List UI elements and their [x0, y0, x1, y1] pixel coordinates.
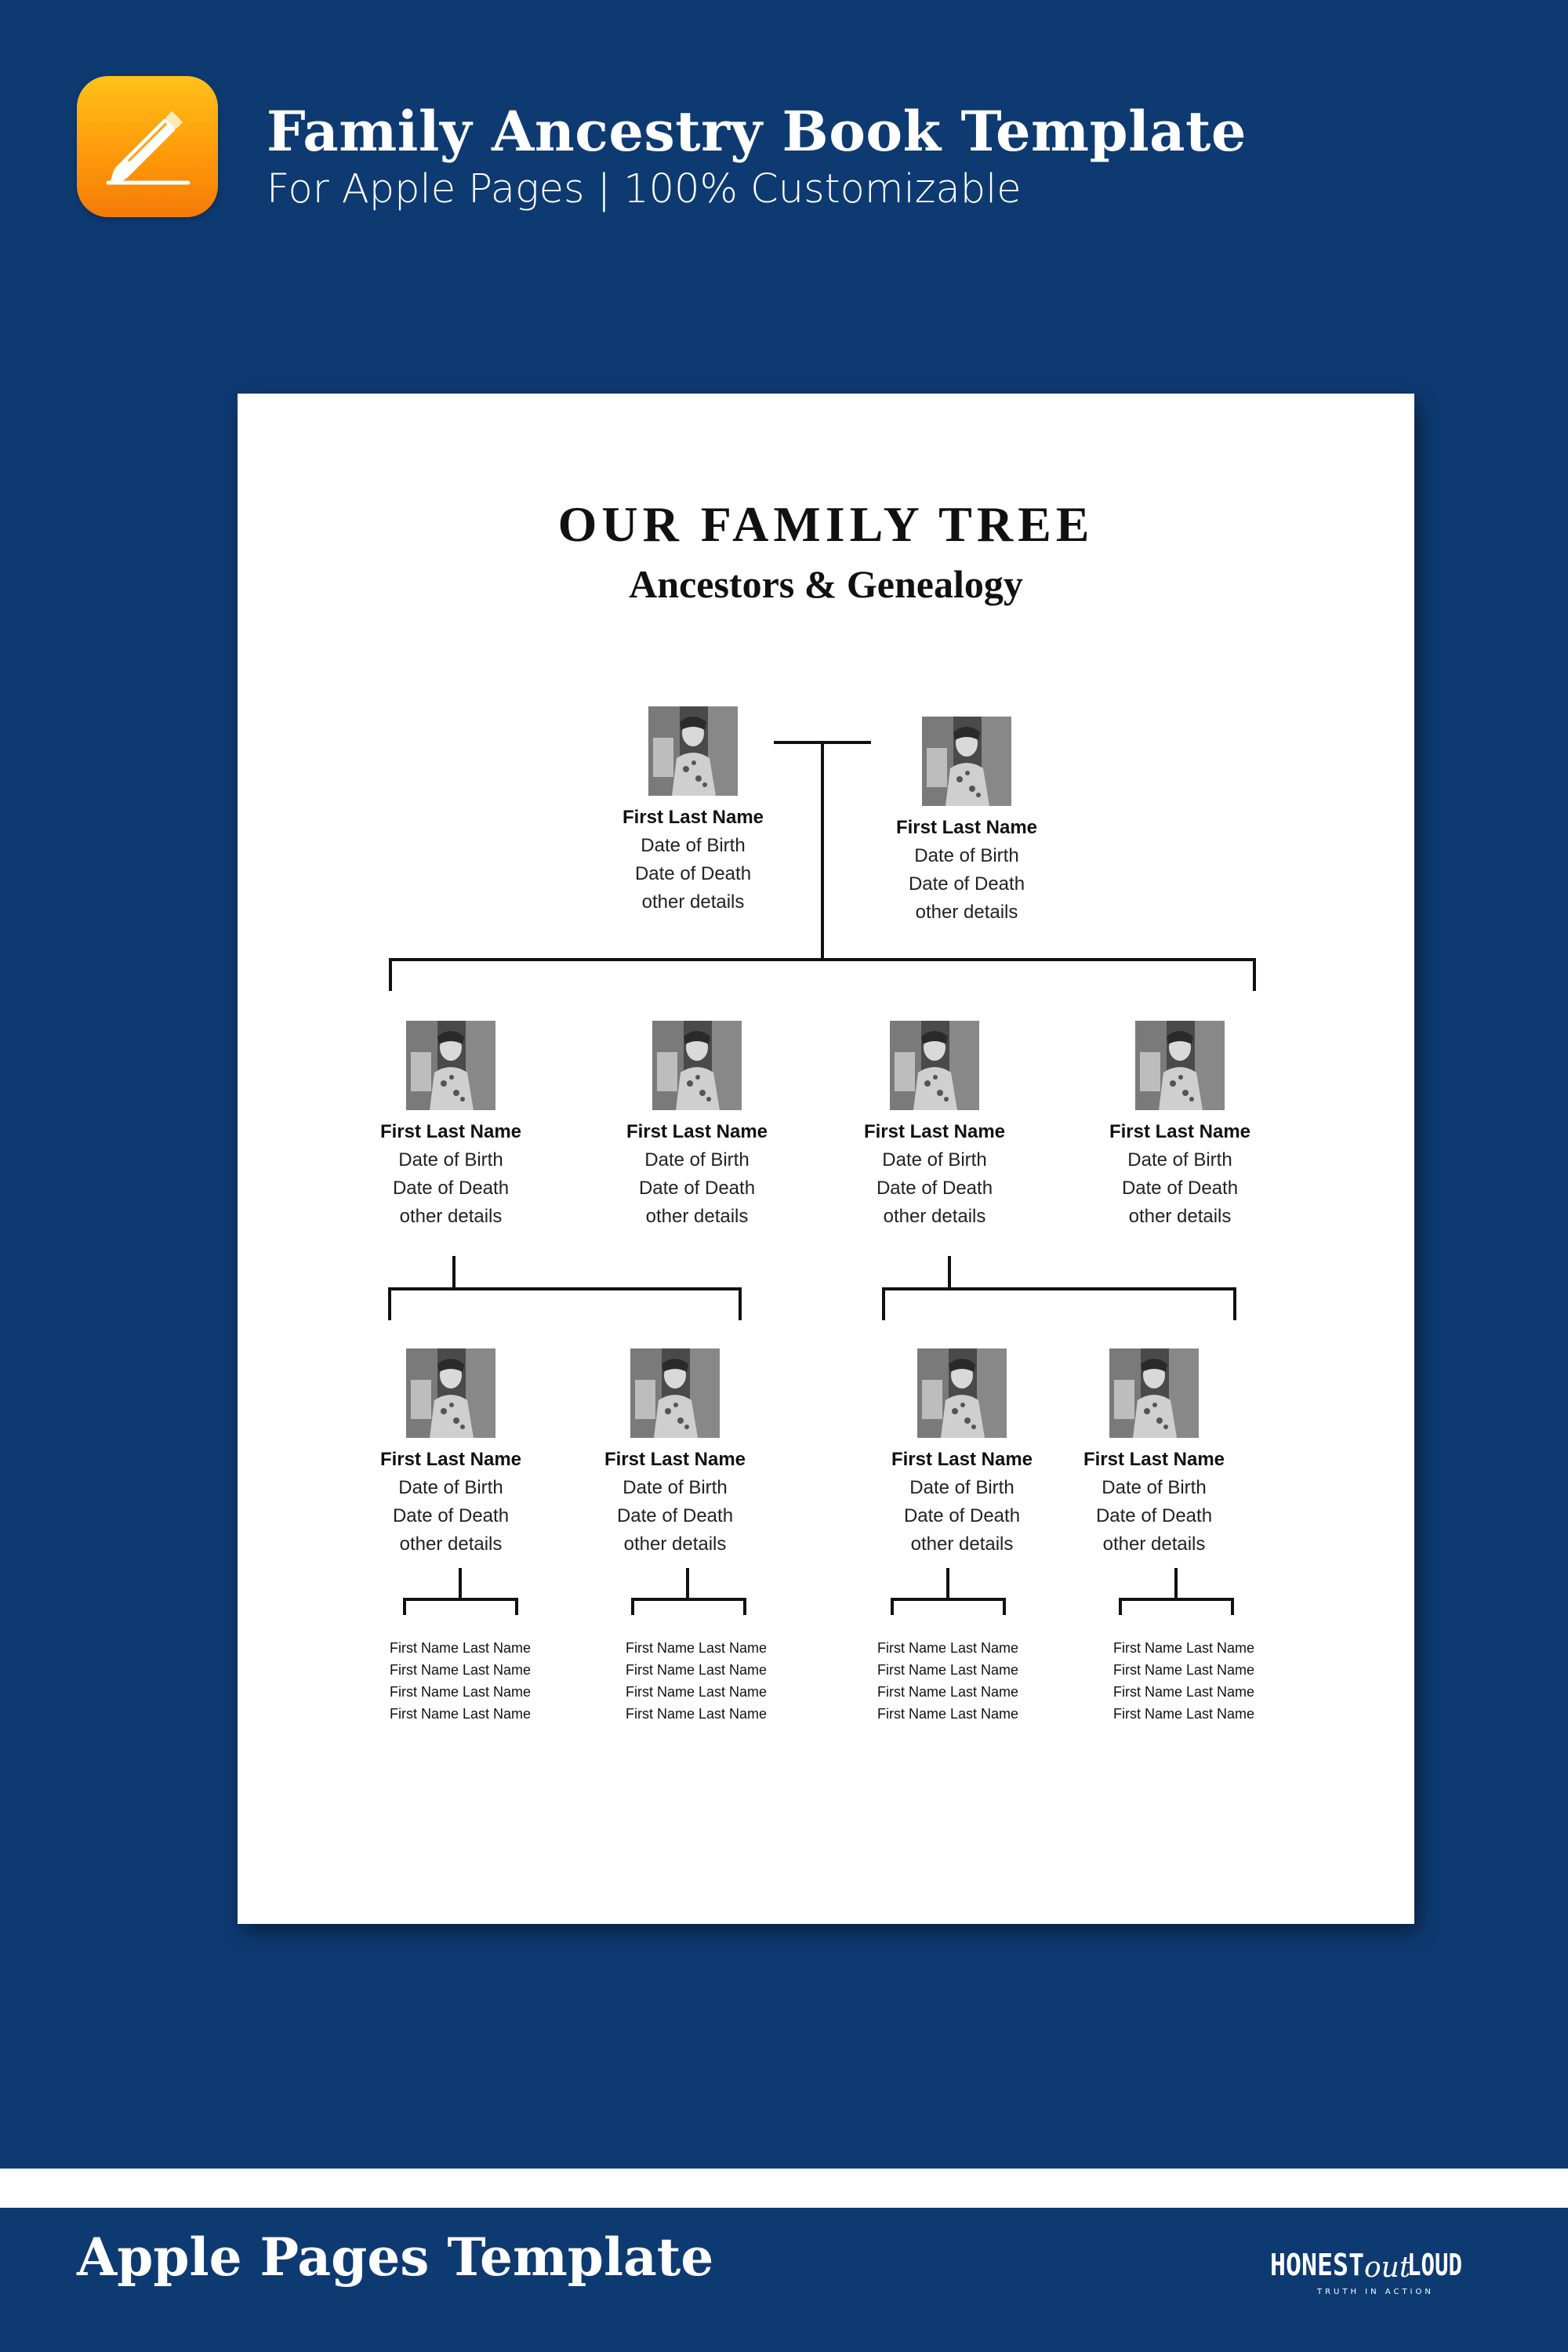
child-name: First Name Last Name — [1112, 1706, 1255, 1722]
portrait-photo-icon — [648, 706, 738, 796]
person-details: other details — [399, 1534, 503, 1555]
children-list-1 — [358, 1637, 562, 1725]
person-birth: Date of Birth — [1102, 1477, 1207, 1498]
person-death: Date of Death — [392, 1505, 510, 1526]
person-birth: Date of Birth — [622, 1477, 728, 1498]
brand-logo-tagline: TRUTH IN ACTION — [1317, 2288, 1434, 2296]
doc-subtitle: Ancestors & Genealogy — [629, 562, 1023, 606]
person-name-top-right: First Last Name — [895, 817, 1038, 838]
portrait-photo-icon — [917, 1348, 1007, 1438]
child-name: First Name Last Name — [877, 1640, 1019, 1656]
avatar-gen2-1 — [406, 1021, 495, 1110]
child-name: First Name Last Name — [625, 1640, 768, 1656]
child-name: First Name Last Name — [877, 1706, 1019, 1722]
person-name-gen2-2: First Last Name — [626, 1121, 768, 1142]
person-birth: Date of Birth — [882, 1149, 987, 1171]
person-details-gen3-1 — [333, 1474, 568, 1559]
person-details-gen2-3 — [817, 1146, 1052, 1231]
child-name: First Name Last Name — [1112, 1684, 1255, 1700]
child-name: First Name Last Name — [877, 1662, 1019, 1678]
doc-title: OUR FAMILY TREE — [557, 496, 1094, 552]
child-name: First Name Last Name — [625, 1662, 768, 1678]
header-subtitle: For Apple Pages | 100% Customizable — [267, 166, 1022, 212]
person-details: other details — [641, 891, 745, 913]
avatar-top-left — [648, 706, 738, 796]
person-name-gen2-4: First Last Name — [1109, 1121, 1251, 1142]
portrait-photo-icon — [630, 1348, 720, 1438]
avatar-gen3-2 — [630, 1348, 720, 1438]
person-name-gen3-1: First Last Name — [379, 1449, 522, 1470]
person-details-gen2-1 — [333, 1146, 568, 1231]
person-details: other details — [1128, 1206, 1232, 1227]
child-name: First Name Last Name — [389, 1662, 532, 1678]
child-name: First Name Last Name — [389, 1706, 532, 1722]
portrait-photo-icon — [922, 717, 1011, 806]
brand-logo-text-out: out — [1364, 2252, 1411, 2284]
person-details: other details — [645, 1206, 749, 1227]
person-details: other details — [915, 902, 1018, 923]
child-name: First Name Last Name — [877, 1684, 1019, 1700]
honest-out-loud-logo — [1270, 2236, 1466, 2307]
portrait-photo-icon — [406, 1348, 495, 1438]
avatar-gen2-3 — [890, 1021, 979, 1110]
person-name-gen3-2: First Last Name — [604, 1449, 746, 1470]
person-birth: Date of Birth — [641, 835, 746, 856]
person-details: other details — [910, 1534, 1014, 1555]
person-details: other details — [399, 1206, 503, 1227]
person-birth: Date of Birth — [914, 845, 1019, 866]
header-title: Family Ancestry Book Template — [267, 99, 1247, 164]
avatar-gen2-4 — [1135, 1021, 1225, 1110]
avatar-top-right — [922, 717, 1011, 806]
child-name: First Name Last Name — [625, 1684, 768, 1700]
portrait-photo-icon — [1109, 1348, 1199, 1438]
portrait-photo-icon — [890, 1021, 979, 1110]
person-details: other details — [1102, 1534, 1206, 1555]
person-birth: Date of Birth — [909, 1477, 1014, 1498]
children-list-3 — [846, 1637, 1050, 1725]
children-list-4 — [1082, 1637, 1286, 1725]
person-death: Date of Death — [1095, 1505, 1213, 1526]
person-death: Date of Death — [616, 1505, 734, 1526]
children-list-2 — [594, 1637, 798, 1725]
person-details: other details — [623, 1534, 727, 1555]
document-page — [238, 394, 1414, 1924]
person-death: Date of Death — [392, 1178, 510, 1199]
person-birth: Date of Birth — [1127, 1149, 1232, 1171]
portrait-photo-icon — [652, 1021, 742, 1110]
person-details-gen2-2 — [579, 1146, 815, 1231]
avatar-gen2-2 — [652, 1021, 742, 1110]
person-details-top-right — [849, 842, 1084, 927]
child-name: First Name Last Name — [1112, 1662, 1255, 1678]
person-death: Date of Death — [903, 1505, 1021, 1526]
person-birth: Date of Birth — [398, 1477, 503, 1498]
avatar-gen3-1 — [406, 1348, 495, 1438]
person-death: Date of Death — [1121, 1178, 1239, 1199]
footer-divider — [0, 2169, 1568, 2208]
avatar-gen3-4 — [1109, 1348, 1199, 1438]
child-name: First Name Last Name — [389, 1640, 532, 1656]
person-details: other details — [883, 1206, 986, 1227]
person-death: Date of Death — [876, 1178, 993, 1199]
person-name-gen3-3: First Last Name — [891, 1449, 1033, 1470]
child-name: First Name Last Name — [625, 1706, 768, 1722]
portrait-photo-icon — [1135, 1021, 1225, 1110]
child-name: First Name Last Name — [1112, 1640, 1255, 1656]
person-details-gen3-4 — [1036, 1474, 1272, 1559]
person-death: Date of Death — [634, 863, 752, 884]
pages-app-icon — [77, 76, 218, 217]
portrait-photo-icon — [406, 1021, 495, 1110]
person-name-gen3-4: First Last Name — [1083, 1449, 1225, 1470]
footer-label: Apple Pages Template — [77, 2227, 714, 2288]
person-death: Date of Death — [908, 873, 1025, 895]
person-birth: Date of Birth — [398, 1149, 503, 1171]
person-death: Date of Death — [638, 1178, 756, 1199]
person-details-top-left — [575, 832, 811, 916]
person-birth: Date of Birth — [644, 1149, 750, 1171]
person-name-gen2-1: First Last Name — [379, 1121, 522, 1142]
person-name-top-left: First Last Name — [622, 807, 764, 828]
avatar-gen3-3 — [917, 1348, 1007, 1438]
person-details-gen2-4 — [1062, 1146, 1298, 1231]
child-name: First Name Last Name — [389, 1684, 532, 1700]
brand-logo-text-honest: HONEST — [1270, 2248, 1364, 2282]
brand-logo-text-loud: LOUD — [1407, 2248, 1462, 2282]
person-details-gen3-2 — [557, 1474, 793, 1559]
person-name-gen2-3: First Last Name — [863, 1121, 1006, 1142]
